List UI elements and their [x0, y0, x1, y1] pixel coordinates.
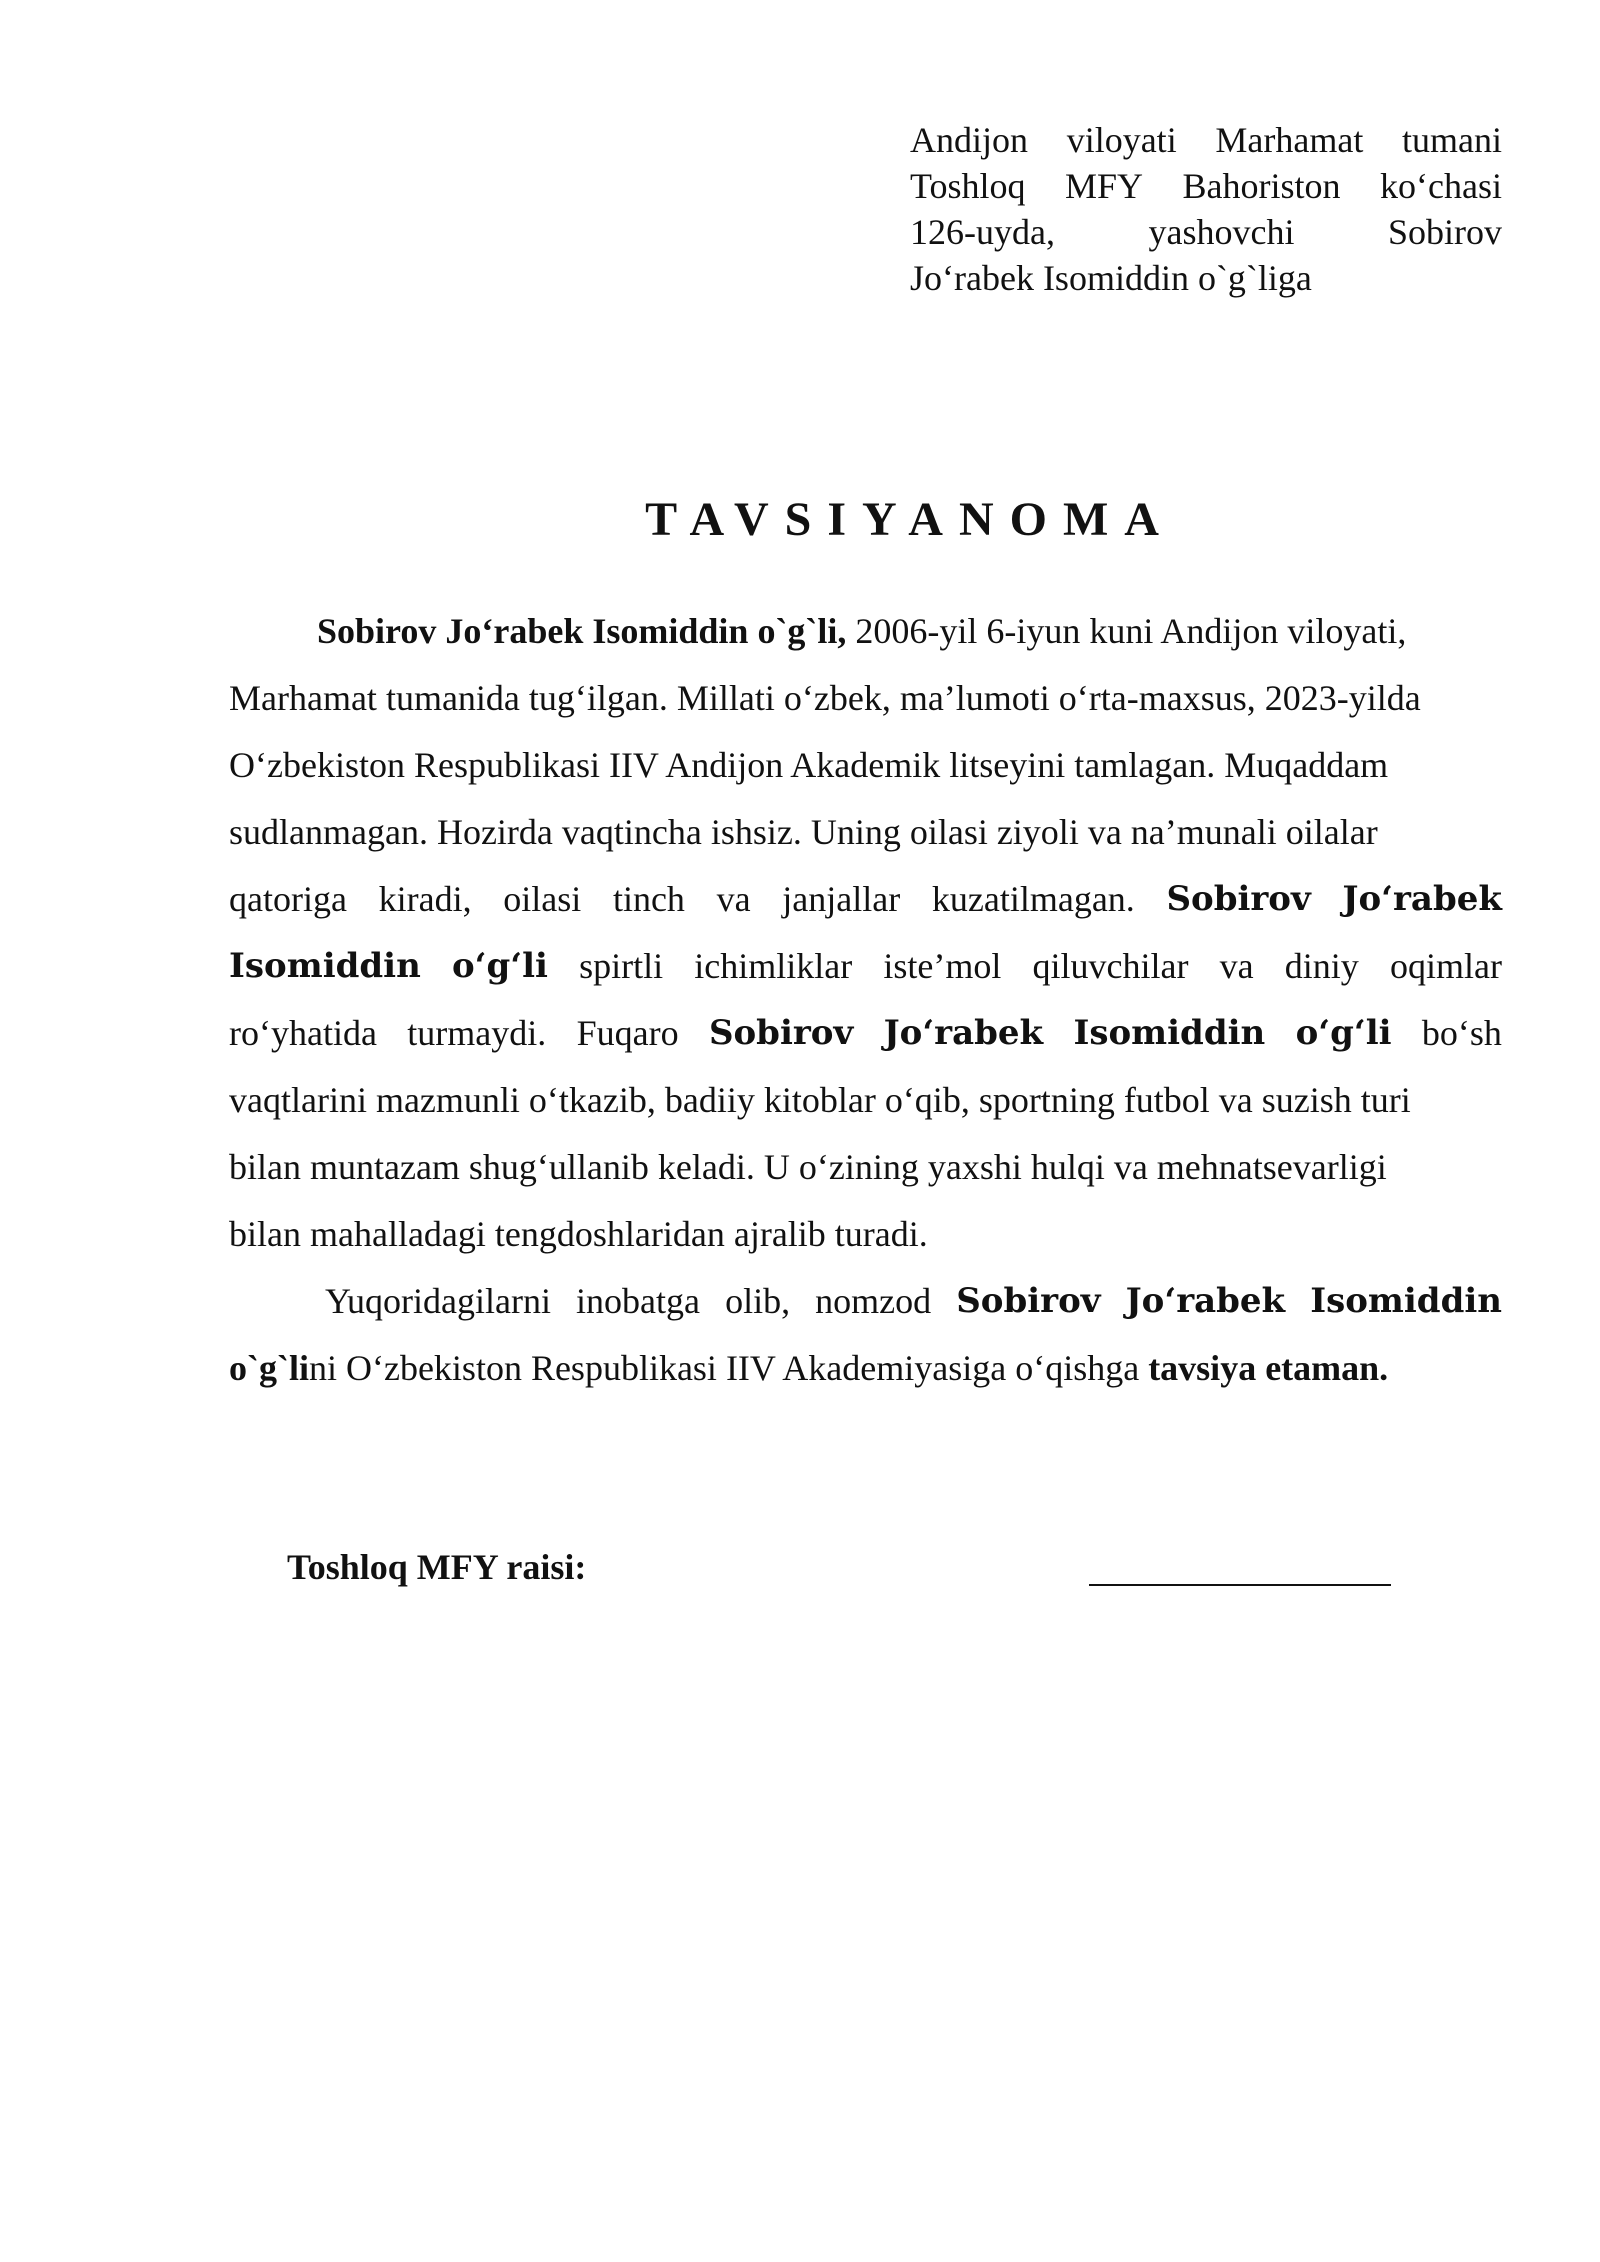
- word: kuzatilmagan.: [931, 879, 1135, 919]
- bold-word: Isomiddin: [229, 946, 421, 986]
- paragraph2-line-2: [229, 1335, 1502, 1402]
- address-word: Marhamat: [1215, 120, 1364, 160]
- word: qatoriga: [229, 879, 347, 919]
- word: ichimliklar: [694, 946, 853, 986]
- address-word: Sobirov: [1387, 212, 1502, 252]
- bold-word: Sobirov: [708, 1013, 854, 1053]
- bold-word: Jo‘rabek: [1125, 1281, 1286, 1321]
- word: oilasi: [503, 879, 582, 919]
- paragraph2-line-1: [229, 1268, 1502, 1335]
- bold-word: Jo‘rabek: [1342, 879, 1502, 919]
- bold-word: o`g`li: [229, 1348, 309, 1388]
- bold-word: Sobirov: [956, 1281, 1101, 1321]
- address-word: yashovchi: [1148, 212, 1295, 252]
- word: inobatga: [576, 1281, 700, 1321]
- paragraph1-line-1: [229, 598, 1502, 665]
- word: turmaydi.: [407, 1013, 547, 1053]
- word: oqimlar: [1389, 946, 1502, 986]
- word: qiluvchilar: [1032, 946, 1189, 986]
- paragraph1-line-9: bilan muntazam shug‘ullanib keladi. U o‘zining yaxshi hulqi va mehnatsevarligi: [229, 1147, 1387, 1187]
- address-word: 126-uyda,: [910, 212, 1055, 252]
- address-word: Andijon: [910, 120, 1029, 160]
- signature-label: Toshloq MFY raisi:: [287, 1547, 587, 1587]
- bold-word: o‘g‘li: [451, 946, 548, 986]
- address-word: MFY: [1065, 166, 1144, 206]
- bold-word: Sobirov: [1166, 879, 1311, 919]
- word: bo‘sh: [1421, 1013, 1502, 1053]
- bold-word: o‘g‘li: [1295, 1013, 1392, 1053]
- candidate-name: Sobirov Jo‘rabek Isomiddin o`g`li,: [317, 611, 847, 651]
- paragraph1-line-3: O‘zbekiston Respublikasi IIV Andijon Akademik litseyini tamlagan. Muqaddam: [229, 745, 1389, 785]
- word: nomzod: [815, 1281, 932, 1321]
- address-word: ko‘chasi: [1380, 166, 1502, 206]
- address-word: viloyati: [1066, 120, 1177, 160]
- signature-line: [1089, 1584, 1391, 1586]
- address-line-4: Jo‘rabek Isomiddin o`g`liga: [910, 258, 1312, 298]
- word: Yuqoridagilarni: [325, 1281, 551, 1321]
- address-line-3: [910, 209, 1502, 255]
- recipient-address: [910, 117, 1502, 301]
- word: diniy: [1284, 946, 1359, 986]
- address-word: Toshloq: [910, 166, 1026, 206]
- recommendation-phrase: tavsiya etaman.: [1148, 1348, 1389, 1388]
- word: va: [716, 879, 751, 919]
- paragraph1-line-7: [229, 1000, 1502, 1067]
- address-line-1: [910, 117, 1502, 163]
- paragraph1-line-4: sudlanmagan. Hozirda vaqtincha ishsiz. Uning oilasi ziyoli va na’munali oilalar: [229, 812, 1378, 852]
- document-title: TAVSIYANOMA: [645, 493, 1175, 546]
- word: ro‘yhatida: [229, 1013, 377, 1053]
- word: janjallar: [782, 879, 901, 919]
- word: Fuqaro: [576, 1013, 679, 1053]
- text-run: ni O‘zbekiston Respublikasi IIV Akademiyasiga o‘qishga: [308, 1348, 1149, 1388]
- paragraph1-line-8: vaqtlarini mazmunli o‘tkazib, badiiy kitoblar o‘qib, sportning futbol va suzish turi: [229, 1080, 1411, 1120]
- word: spirtli: [579, 946, 664, 986]
- word: tinch: [612, 879, 685, 919]
- address-word: Bahoriston: [1182, 166, 1341, 206]
- document-body: [229, 598, 1502, 1402]
- paragraph1-line-5: [229, 866, 1502, 933]
- address-line-2: [910, 163, 1502, 209]
- word: kiradi,: [378, 879, 472, 919]
- text-run: 2006-yil 6-iyun kuni Andijon viloyati,: [846, 611, 1407, 651]
- paragraph1-line-2: Marhamat tumanida tug‘ilgan. Millati o‘zbek, ma’lumoti o‘rta-maxsus, 2023-yilda: [229, 678, 1421, 718]
- paragraph1-line-10: bilan mahalladagi tengdoshlaridan ajralib turadi.: [229, 1214, 928, 1254]
- word: olib,: [725, 1281, 791, 1321]
- word: iste’mol: [883, 946, 1002, 986]
- paragraph1-line-6: [229, 933, 1502, 1000]
- address-word: tumani: [1402, 120, 1502, 160]
- bold-word: Isomiddin: [1310, 1281, 1502, 1321]
- bold-word: Jo‘rabek: [883, 1013, 1044, 1053]
- word: va: [1219, 946, 1254, 986]
- bold-word: Isomiddin: [1073, 1013, 1266, 1053]
